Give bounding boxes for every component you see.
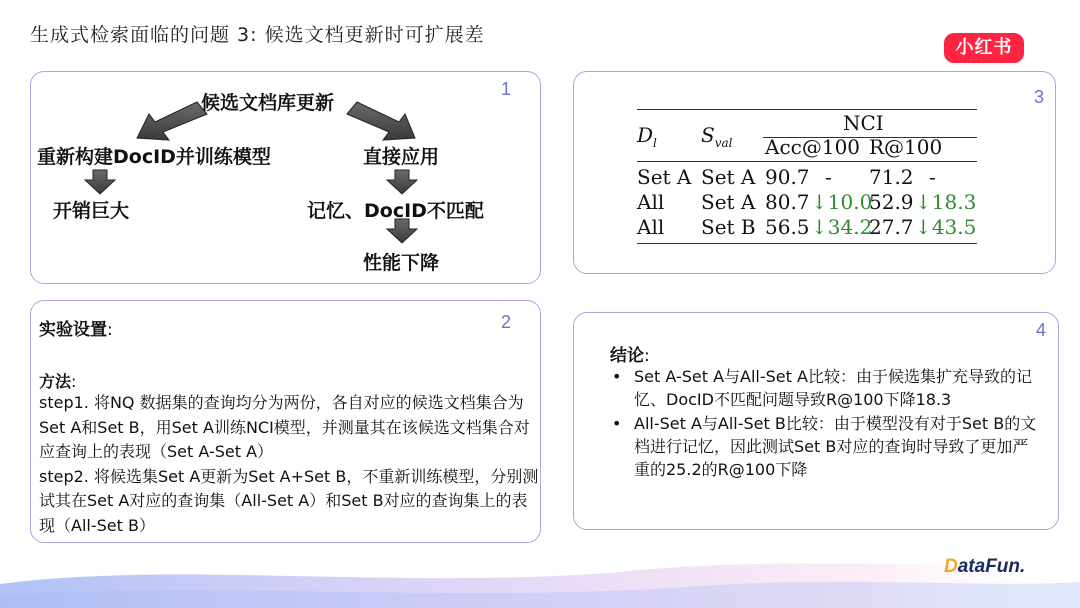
arrow-to-left-branch xyxy=(137,102,207,140)
node-rebuild-docid: 重新构建DocID并训练模型 xyxy=(37,146,271,168)
table-cell: 52.9 xyxy=(869,190,914,214)
panel-results-table xyxy=(573,71,1056,274)
table-mid-rule xyxy=(637,161,977,162)
footer-wave-decoration xyxy=(0,540,1080,608)
table-cell-delta: ↓43.5 xyxy=(915,215,977,239)
table-cell: 71.2 xyxy=(869,165,914,189)
method-steps xyxy=(39,391,539,538)
node-direct-apply: 直接应用 xyxy=(363,146,440,168)
node-docid-mismatch: 记忆、DocID不匹配 xyxy=(307,200,484,222)
table-cell: 80.7 xyxy=(765,190,810,214)
panel-number: 3 xyxy=(1034,87,1045,107)
table-top-rule xyxy=(637,109,977,110)
table-cell: - xyxy=(825,165,832,189)
table-cell-delta: ↓34.2 xyxy=(811,215,873,239)
header-nci: NCI xyxy=(843,111,884,135)
list-item: • All-Set A与All-Set B比较：由于模型没有对于Set B的文档进行记忆，因此测试Set B对应的查询时导致了更加严重的25.2的R@100下降 xyxy=(610,412,1040,481)
arrow-down-right-1 xyxy=(387,170,417,194)
panel-conclusions xyxy=(573,312,1059,530)
panel-number: 4 xyxy=(1036,320,1047,340)
table-bottom-rule xyxy=(637,243,977,244)
node-performance-drop: 性能下降 xyxy=(363,252,440,274)
table-cell-delta: ↓18.3 xyxy=(915,190,977,214)
header-r100: R@100 xyxy=(869,135,943,159)
header-acc100: Acc@100 xyxy=(765,135,861,159)
step1-text: step1. 将NQ 数据集的查询均分为两份，各自对应的候选文档集合为Set A和Set B，用Set A训练NCI模型，并测量其在该候选文档集合对应查询上的表现（Set A-Set A） xyxy=(39,393,530,461)
table-cell: All xyxy=(637,215,665,239)
panel-number: 1 xyxy=(501,79,512,99)
table-cell: - xyxy=(929,165,936,189)
arrow-down-left xyxy=(85,170,115,194)
xiaohongshu-logo: 小红书 xyxy=(944,33,1024,63)
arrow-to-right-branch xyxy=(347,102,415,140)
table-cell: Set A xyxy=(637,165,692,189)
panel-candidate-update-diagram xyxy=(30,71,541,284)
table-cell-delta: ↓10.0 xyxy=(811,190,873,214)
datafun-logo: DataFun. xyxy=(944,556,1026,577)
header-sval: $S_{val}$ xyxy=(701,123,733,150)
node-library-update: 候选文档库更新 xyxy=(201,92,335,114)
list-item: • Set A-Set A与All-Set A比较：由于候选集扩充导致的记忆、DocID不匹配问题导致R@100下降18.3 xyxy=(610,365,1040,411)
method-label: 方法: xyxy=(39,372,77,391)
step2-text: step2. 将候选集Set A更新为Set A+Set B，不重新训练模型，分别测试其在Set A对应的查询集（All-Set A）和Set B对应的查询集上的表现（All-Set B） xyxy=(39,466,539,535)
conclusion-heading: 结论: xyxy=(610,346,650,366)
node-high-cost: 开销巨大 xyxy=(53,200,130,222)
experiment-heading: 实验设置: xyxy=(39,320,113,340)
table-cell: Set A xyxy=(701,190,756,214)
table-cell: 90.7 xyxy=(765,165,810,189)
panel-experiment-setup xyxy=(30,300,541,543)
table-cell: 56.5 xyxy=(765,215,810,239)
conclusion-list xyxy=(610,365,1040,482)
header-dl: $D_l$ xyxy=(637,123,657,150)
table-cell: Set A xyxy=(701,165,756,189)
table-cell: All xyxy=(637,190,665,214)
slide-title: 生成式检索面临的问题 3: 候选文档更新时可扩展差 xyxy=(30,24,485,46)
panel-number: 2 xyxy=(501,312,512,332)
table-cell: Set B xyxy=(701,215,756,239)
table-cell: 27.7 xyxy=(869,215,914,239)
nci-results-table xyxy=(637,107,977,247)
